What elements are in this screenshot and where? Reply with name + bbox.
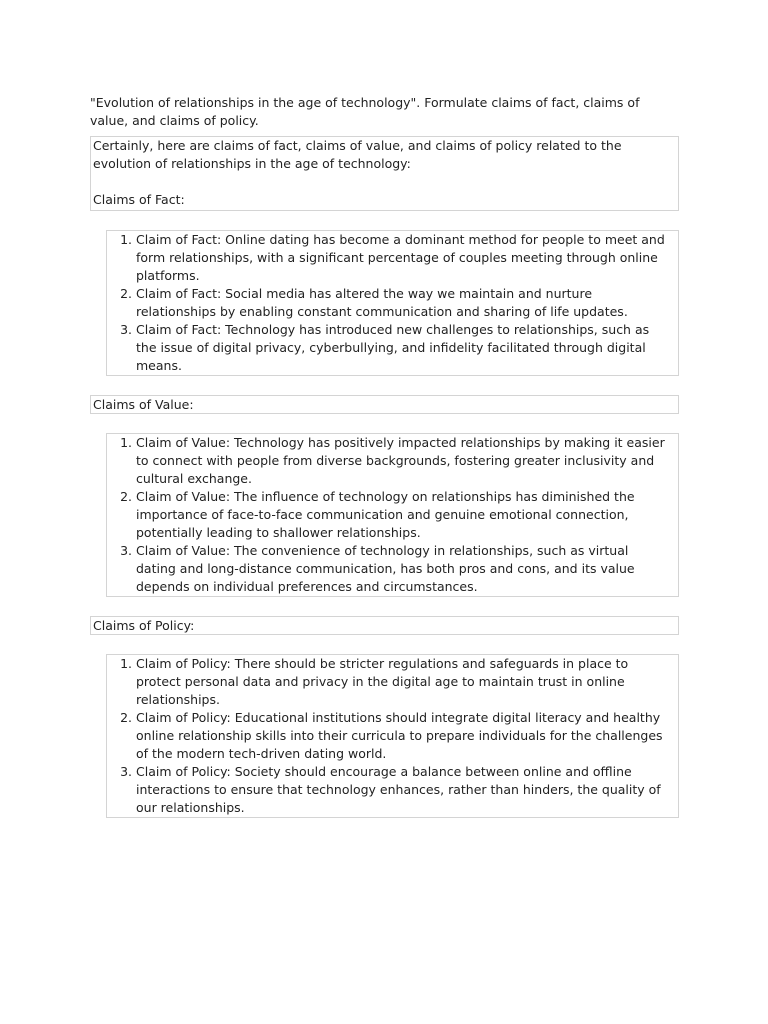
fact-list-block [106,230,679,376]
intro-block [90,136,679,211]
policy-heading: Claims of Policy: [90,616,679,635]
value-list [107,434,678,596]
fact-list [107,231,678,375]
fact-heading: Claims of Fact: [93,192,185,207]
value-heading: Claims of Value: [90,395,679,414]
document-page [90,94,679,837]
prompt-text: "Evolution of relationships in the age of technology". Formulate claims of fact, claims of value, and claims of policy. [90,95,640,128]
policy-item: 3. Claim of Policy: Society should encourage a balance between online and offline interactions to ensure that technology enhances, rather than hinders, the quality of our relationships. [136,763,670,817]
fact-item: 1. Claim of Fact: Online dating has become a dominant method for people to meet and form relationships, with a significant percentage of couples meeting through online platforms. [136,231,670,285]
policy-item: 2. Claim of Policy: Educational institutions should integrate digital literacy and healthy online relationship skills into their curricula to prepare individuals for the challenges of the modern tech-driven dating world. [136,709,670,763]
policy-item: 1. Claim of Policy: There should be stricter regulations and safeguards in place to protect personal data and privacy in the digital age to maintain trust in online relationships. [136,655,670,709]
policy-list [107,655,678,817]
policy-list-block [106,654,679,818]
value-item: 1. Claim of Value: Technology has positively impacted relationships by making it easier to connect with people from diverse backgrounds, fostering greater inclusivity and cultural exchange. [136,434,670,488]
intro-text: Certainly, here are claims of fact, claims of value, and claims of policy related to the evolution of relationships in the age of technology: [93,138,622,171]
value-item: 3. Claim of Value: The convenience of technology in relationships, such as virtual dating and long-distance communication, has both pros and cons, and its value depends on individual preferences and circumstances. [136,542,670,596]
value-item: 2. Claim of Value: The influence of technology on relationships has diminished the importance of face-to-face communication and genuine emotional connection, potentially leading to shallower relationships. [136,488,670,542]
value-list-block [106,433,679,597]
fact-item: 3. Claim of Fact: Technology has introduced new challenges to relationships, such as the issue of digital privacy, cyberbullying, and infidelity facilitated through digital means. [136,321,670,375]
blank-line [93,173,676,191]
fact-item: 2. Claim of Fact: Social media has altered the way we maintain and nurture relationships by enabling constant communication and sharing of life updates. [136,285,670,321]
